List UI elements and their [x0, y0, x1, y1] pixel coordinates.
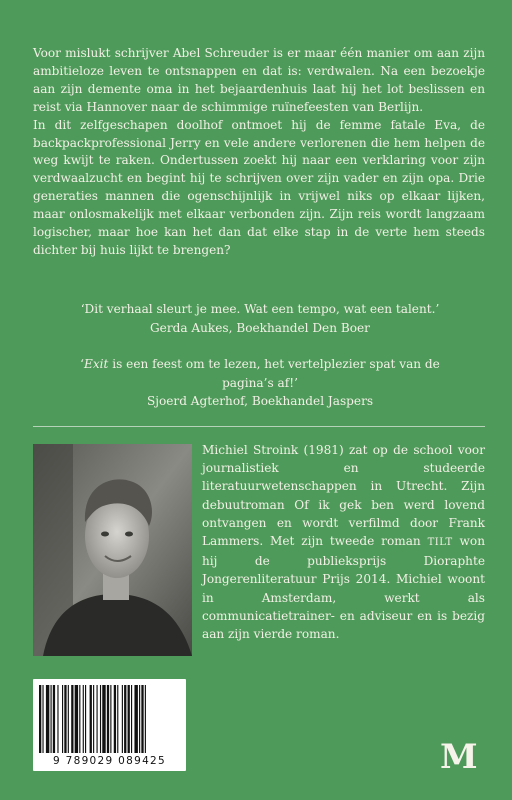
bio-book-title: TILT — [427, 537, 453, 549]
bio-text-1: Michiel Stroink (1981) zat op de school voor journalistiek en studeerde literatuurwetenschappen in Utrecht. Zijn debuutroman Of ik gek ben werd lovend ontvangen en wordt verfilmd door Frank Lammers. Met zijn tweede roman — [202, 443, 485, 549]
quote-book-title: Exit — [84, 357, 109, 371]
isbn-barcode — [33, 679, 186, 771]
back-cover-blurb — [33, 45, 485, 260]
author-portrait-image — [33, 444, 192, 656]
bio-text-2: won hij de publieksprijs Dioraphte Jongerenliteratuur Prijs 2014. Michiel woont in Amsterdam, werkt als communicatietrainer- en adviseur en is bezig aan zijn vierde roman. — [202, 534, 485, 642]
quote-open-mark: ‘ — [80, 357, 85, 371]
blurb-paragraph-1: Voor mislukt schrijver Abel Schreuder is er maar één manier om aan zijn ambitieloze leven te ontsnappen en dat is: verdwalen. Na een bezoekje aan zijn demente oma in het bejaardenhuis laat hij het lot beslissen en reist via Hannover naar de schimmige ruïnefeesten van Berlijn. — [33, 46, 485, 114]
publisher-logo: M — [440, 737, 478, 777]
review-quote-1 — [60, 300, 460, 337]
section-divider — [33, 426, 485, 427]
review-quote-2 — [60, 355, 460, 411]
blurb-paragraph-2: In dit zelfgeschapen doolhof ontmoet hij de femme fatale Eva, de backpackprofessional Jerry en vele andere verlorenen die hem helpen de weg kwijt te raken. Ondertussen zoekt hij naar een verklaring voor zijn verdwaalzucht en begint hij te schrijven over zijn vader en zijn opa. Drie generaties mannen die ogenschijnlijk in vrijwel niks op elkaar lijken, maar onlosmakelijk met elkaar verbonden zijn. Zijn reis wordt langzaam logischer, maar hoe kan het dan dat elke stap in de verte hem steeds dichter bij huis lijkt te brengen? — [33, 117, 485, 257]
quote-source: Gerda Aukes, Boekhandel Den Boer — [150, 320, 370, 335]
author-biography — [202, 441, 485, 643]
barcode-bars — [39, 685, 180, 753]
quote-text-rest: is een feest om te lezen, het vertelplezier spat van de pagina’s af!’ — [108, 357, 440, 390]
quote-source: Sjoerd Agterhof, Boekhandel Jaspers — [146, 394, 374, 408]
quote-text — [60, 355, 460, 392]
isbn-number: 9 789029 089425 — [52, 755, 167, 767]
quote-text: ‘Dit verhaal sleurt je mee. Wat een tempo, wat een talent.’ — [80, 302, 440, 316]
author-photo — [33, 444, 192, 656]
